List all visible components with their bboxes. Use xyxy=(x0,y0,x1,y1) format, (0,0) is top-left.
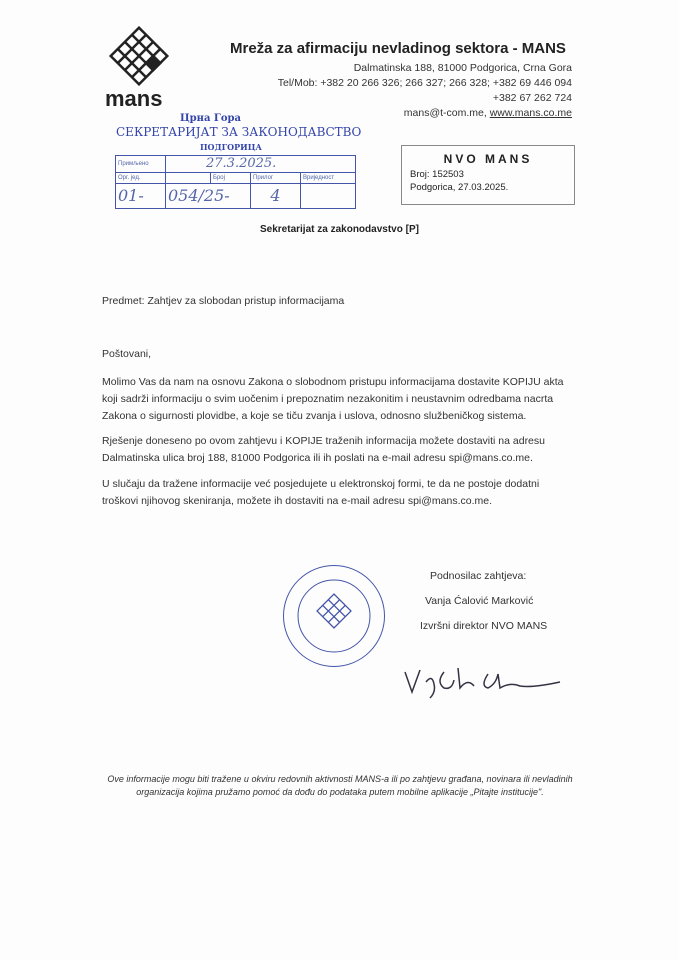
logo-text: mans xyxy=(105,86,163,111)
handwritten-signature xyxy=(400,660,570,700)
paragraph-1: Molimo Vas da nam na osnovu Zakona o slobodnom pristupu informacijama dostavite KOPIJU akta koji sadrži informaciju o svim uočenim i prepoznatim nezakonitim i neustavnim odredbama nacrta Zakona o sigurnosti plovidbe, a koje se tiču zvanja i uslova, odnosno službeničkog sistema. xyxy=(102,376,564,422)
seal-logo-icon xyxy=(284,566,384,666)
paragraph-2: Rješenje doneseno po ovom zahtjevu i KOPIJE traženih informacija možete dostaviti na adresu Dalmatinska ulica broj 188, 81000 Podgorica ili ih poslati na e-mail adresu spi@mans.co.me. xyxy=(102,435,545,464)
stamp-received-date: 27.3.2025. xyxy=(166,156,356,173)
stamp-value xyxy=(301,184,356,209)
stamp-blank xyxy=(166,173,211,184)
footer-note: Ove informacije mogu biti tražene u okviru redovnih aktivnosti MANS-a ili po zahtjevu građana, novinara ili nevladinih organizacija kojima pružamo pomoć da dođu do podataka putem mobilne aplikacije „Pitajte institucije". xyxy=(107,774,573,797)
address: Dalmatinska 188, 81000 Podgorica, Crna Gora xyxy=(353,62,572,74)
signer-title: Izvršni direktor NVO MANS xyxy=(420,620,548,632)
organization-seal xyxy=(283,565,385,667)
stamp-label: Орг. јед. xyxy=(116,173,166,184)
ref-number: Broj: 152503 xyxy=(410,169,464,180)
stamp-number: 054/25- xyxy=(166,184,251,209)
paragraph-3: U slučaju da tražene informacije već posjedujete u elektronskoj formi, te da ne postoje dodatni troškovi njihovog skeniranja, možete ih dostaviti na e-mail adresu spi@mans.co.me. xyxy=(102,478,540,507)
phone: Tel/Mob: +382 20 266 326; 266 327; 266 328; +382 69 446 094 xyxy=(277,77,572,89)
letter-body xyxy=(102,293,572,510)
contact-line xyxy=(404,107,572,120)
mans-logo-icon xyxy=(108,26,170,86)
signer-name: Vanja Ćalović Marković xyxy=(425,595,534,607)
ref-date: Podgorica, 27.03.2025. xyxy=(410,182,509,193)
website-link[interactable]: www.mans.co.me xyxy=(489,107,572,119)
stamp-attachment: 4 xyxy=(251,184,301,209)
stamp-label: Примљено xyxy=(116,156,166,173)
stamp-org-unit: 01- xyxy=(116,184,166,209)
stamp-label: Вриједност xyxy=(301,173,356,184)
signature-label: Podnosilac zahtjeva: xyxy=(430,570,527,582)
email: mans@t-com.me, xyxy=(403,107,490,119)
phone-2: +382 67 262 724 xyxy=(492,92,572,104)
stamp-country: Црна Гора xyxy=(180,113,241,124)
stamp-office: СЕКРЕТАРИЈАТ ЗА ЗАКОНОДАВСТВО xyxy=(116,125,362,139)
stamp-label: Прилог xyxy=(251,173,301,184)
greeting: Poštovani, xyxy=(102,348,152,360)
org-name: Mreža za afirmaciju nevladinog sektora - MANS xyxy=(230,40,566,57)
recipient: Sekretarijat za zakonodavstvo [P] xyxy=(260,224,419,235)
stamp-city: ПОДГОРИЦА xyxy=(200,142,262,152)
ref-title: NVO MANS xyxy=(443,152,533,166)
receipt-stamp-table xyxy=(115,155,356,209)
reference-box xyxy=(401,145,575,205)
stamp-label: Број xyxy=(211,173,251,184)
subject: Predmet: Zahtjev za slobodan pristup informacijama xyxy=(102,295,345,307)
